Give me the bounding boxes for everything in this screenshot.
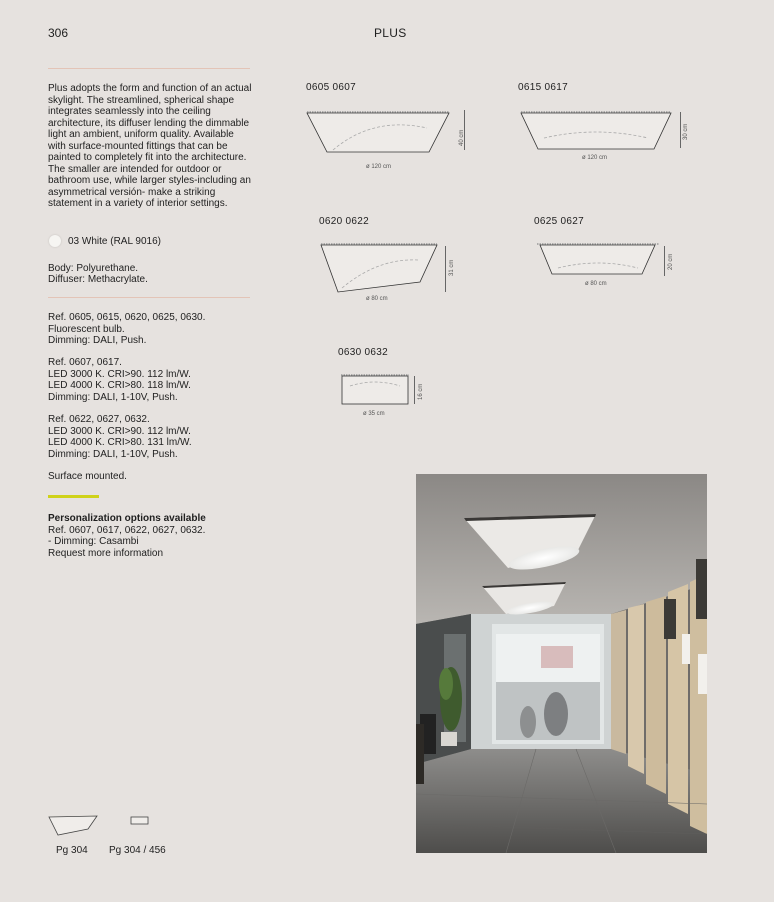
material-diffuser: Diffuser: Methacrylate. — [48, 274, 148, 285]
page-title: PLUS — [374, 26, 407, 40]
finish-label: 03 White (RAL 9016) — [68, 236, 162, 247]
personalization-refs: Ref. 0607, 0617, 0622, 0627, 0632. — [48, 524, 206, 536]
personalization-option: - Dimming: Casambi — [48, 536, 139, 547]
asymmetric-shape-icon — [48, 814, 100, 838]
spec-line: Dimming: DALI, 1-10V, Push. — [48, 391, 178, 403]
model-diagram-0630 — [338, 370, 412, 408]
height-label: 40 cm — [459, 129, 465, 146]
cylinder-shape-icon — [130, 816, 150, 826]
diameter-label: ø 80 cm — [585, 281, 607, 287]
mounting-note: Surface mounted. — [48, 471, 127, 482]
model-label: 0605 0607 — [306, 82, 356, 93]
model-label: 0615 0617 — [518, 82, 568, 93]
spec-line: LED 4000 K. CRI>80. 118 lm/W. — [48, 380, 191, 391]
model-diagram-0615 — [518, 104, 674, 154]
page-ref-link[interactable]: Pg 304 / 456 — [109, 845, 166, 856]
spec-line: Dimming: DALI, Push. — [48, 335, 147, 346]
spec-line: LED 4000 K. CRI>80. 131 lm/W. — [48, 437, 192, 448]
height-label: 31 cm — [449, 259, 455, 276]
product-description: Plus adopts the form and function of an actual skylight. The streamlined, spherical shape integrates seamlessly into the ceiling architecture, its diffuser lending the dimmable light an ambient, uniform quality. Available with surface-mounted fittings that can be painted to completely fit into the architecture. The smaller are intended for outdoor or bathroom use, while larger styles-including an asymmetrical versión- make a striking statement in a variety of interior settings. — [48, 83, 252, 209]
installation-photo — [416, 474, 707, 853]
office-scene-illustration — [416, 474, 707, 853]
height-label: 16 cm — [418, 383, 424, 400]
personalization-title: Personalization options available — [48, 513, 206, 524]
spec-block — [48, 312, 205, 347]
mid-divider — [48, 297, 250, 298]
accent-divider — [48, 495, 99, 498]
diameter-label: ø 120 cm — [582, 155, 608, 161]
diameter-label: ø 80 cm — [366, 296, 388, 302]
height-line — [664, 246, 665, 276]
finish-swatch — [49, 235, 61, 247]
height-label: 20 cm — [668, 253, 674, 270]
model-diagram-0605 — [303, 104, 453, 162]
diameter-label: ø 35 cm — [363, 411, 385, 417]
spec-block — [48, 357, 191, 403]
personalization-block — [48, 513, 206, 559]
page-ref-link[interactable]: Pg 304 — [56, 845, 88, 856]
spec-block — [48, 414, 192, 460]
spec-refs: Ref. 0607, 0617. — [48, 357, 122, 368]
model-diagram-0620 — [318, 238, 440, 294]
model-label: 0625 0627 — [534, 216, 584, 227]
top-divider — [48, 68, 250, 69]
spec-refs: Ref. 0605, 0615, 0620, 0625, 0630. — [48, 312, 206, 323]
spec-line: Fluorescent bulb. — [48, 323, 125, 335]
spec-refs: Ref. 0622, 0627, 0632. — [48, 414, 150, 425]
model-label: 0620 0622 — [319, 216, 369, 227]
height-line — [445, 246, 446, 292]
spec-line: LED 3000 K. CRI>90. 112 lm/W. — [48, 425, 191, 437]
page-number: 306 — [48, 26, 69, 40]
request-info-link[interactable]: Request more information — [48, 547, 164, 559]
material-body: Body: Polyurethane. — [48, 263, 139, 274]
model-diagram-0625 — [534, 238, 662, 278]
diameter-label: ø 120 cm — [366, 164, 392, 170]
model-label: 0630 0632 — [338, 347, 388, 358]
spec-line: Dimming: DALI, 1-10V, Push. — [48, 448, 178, 460]
height-label: 30 cm — [683, 123, 689, 140]
spec-line: LED 3000 K. CRI>90. 112 lm/W. — [48, 368, 191, 380]
height-line — [414, 376, 415, 404]
height-line — [680, 112, 681, 148]
